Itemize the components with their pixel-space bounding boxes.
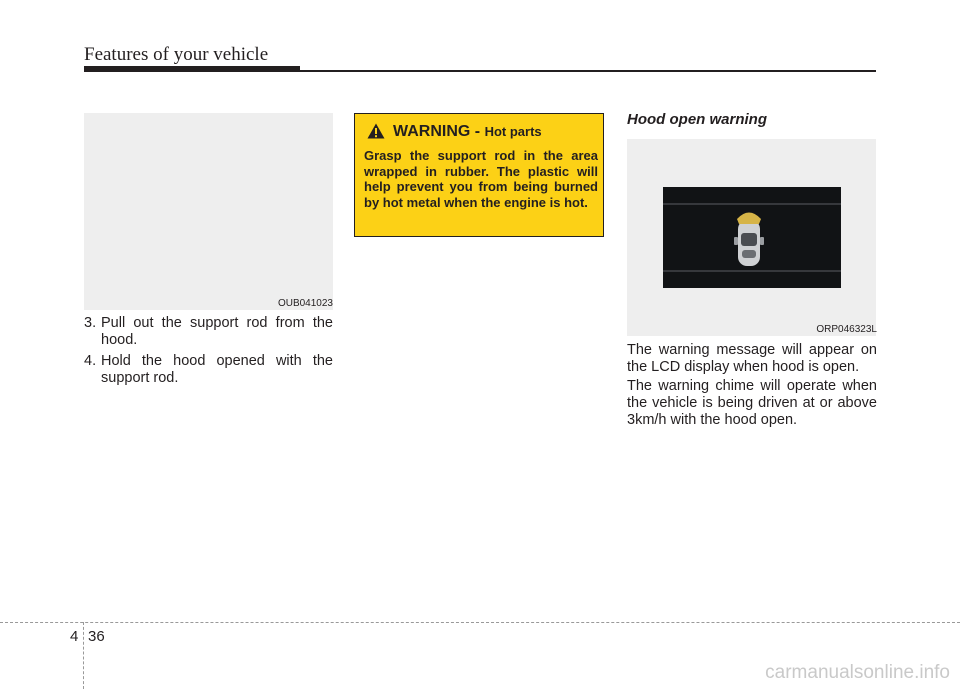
section-heading: Hood open warning bbox=[627, 111, 767, 128]
page-number: 36 bbox=[88, 628, 105, 645]
watermark: carmanualsonline.info bbox=[765, 662, 950, 683]
header-title: Features of your vehicle bbox=[84, 44, 269, 65]
figure-code-left: OUB041023 bbox=[277, 298, 333, 309]
step-3 bbox=[84, 315, 333, 349]
paragraph-message: The warning message will appear on the LCD display when hood is open. bbox=[627, 342, 877, 375]
figure-code-right: ORP046323L bbox=[816, 324, 877, 335]
warning-label: WARNING - bbox=[393, 123, 481, 140]
step-3-text: Pull out the support rod from the hood. bbox=[101, 315, 333, 348]
warning-triangle-icon bbox=[367, 123, 385, 139]
car-hood-open-icon bbox=[663, 187, 841, 288]
step-4-number: 4. bbox=[84, 353, 97, 369]
lcd-display bbox=[663, 187, 841, 288]
warning-box bbox=[354, 113, 604, 237]
header-rule-thick bbox=[84, 66, 300, 72]
chapter-number: 4 bbox=[70, 628, 79, 645]
warning-title bbox=[393, 123, 542, 141]
hood-support-rod-figure bbox=[84, 113, 333, 310]
paragraph-chime: The warning chime will operate when the vehicle is being driven at or above 3km/h with the hood open. bbox=[627, 378, 877, 428]
footer-vertical-divider bbox=[83, 622, 84, 689]
step-4 bbox=[84, 353, 333, 387]
step-3-number: 3. bbox=[84, 315, 97, 331]
header-rule-thin bbox=[300, 70, 876, 72]
warning-subject: Hot parts bbox=[484, 124, 542, 139]
warning-text: Grasp the support rod in the area wrapped in rubber. The plastic will help prevent you from being burned by hot metal when the engine is hot. bbox=[364, 148, 598, 210]
footer-divider bbox=[0, 622, 960, 623]
step-4-text: Hold the hood opened with the support rod. bbox=[101, 353, 333, 386]
